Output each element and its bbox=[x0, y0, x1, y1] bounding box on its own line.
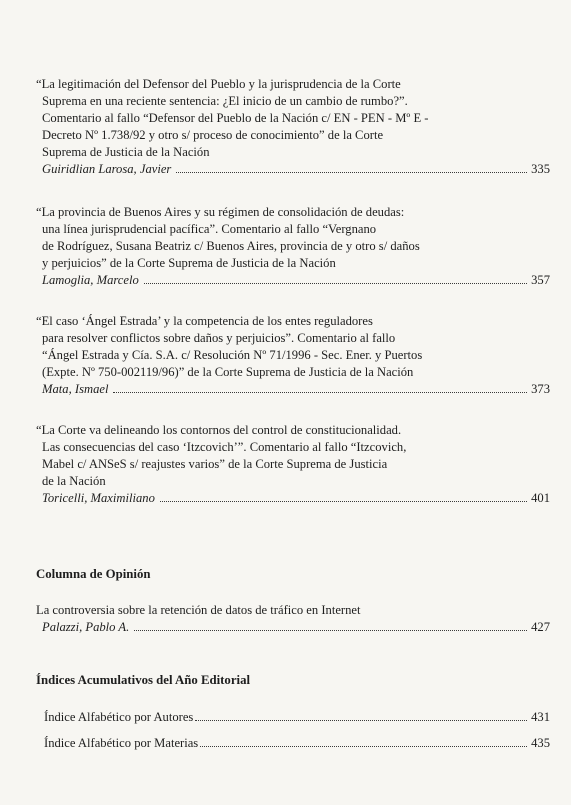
entry-title-line: Decreto Nº 1.738/92 y otro s/ proceso de conocimiento” de la Corte bbox=[42, 128, 384, 142]
dot-leader bbox=[113, 391, 527, 393]
entry-page-number: 427 bbox=[531, 620, 550, 634]
entry-author-line bbox=[36, 272, 550, 289]
entry-title-line: La controversia sobre la retención de datos de tráfico en Internet bbox=[36, 603, 361, 617]
entry-author: Toricelli, Maximiliano bbox=[42, 491, 155, 505]
entry-title-line: (Expte. Nº 750-002119/96)” de la Corte Suprema de Justicia de la Nación bbox=[42, 365, 414, 379]
index-item bbox=[36, 735, 550, 752]
entry-author: Palazzi, Pablo A. bbox=[42, 620, 130, 634]
entry-page-number: 357 bbox=[531, 273, 550, 287]
dot-leader bbox=[195, 719, 527, 721]
toc-entry bbox=[36, 204, 550, 289]
entry-title-line: “La provincia de Buenos Aires y su régimen de consolidación de deudas: bbox=[36, 205, 405, 219]
entry-page-number: 335 bbox=[531, 162, 550, 176]
dot-leader bbox=[200, 745, 527, 747]
index-item-label: Índice Alfabético por Materias bbox=[44, 736, 199, 750]
section-heading-opinion: Columna de Opinión bbox=[36, 567, 151, 581]
dot-leader bbox=[176, 171, 527, 173]
toc-entry bbox=[36, 422, 550, 507]
entry-title-line: Mabel c/ ANSeS s/ reajustes varios” de la Corte Suprema de Justicia bbox=[42, 457, 388, 471]
toc-entry bbox=[36, 313, 550, 398]
entry-author-line bbox=[36, 619, 550, 636]
entry-title-line: Comentario al fallo “Defensor del Pueblo de la Nación c/ EN - PEN - Mº E - bbox=[42, 111, 429, 125]
entry-title-line: una línea jurisprudencial pacífica”. Comentario al fallo “Vergnano bbox=[42, 222, 377, 236]
index-item-line bbox=[36, 735, 550, 752]
dot-leader bbox=[134, 629, 527, 631]
entry-title-line: “El caso ‘Ángel Estrada’ y la competencia de los entes reguladores bbox=[36, 314, 373, 328]
entry-author-line bbox=[36, 490, 550, 507]
entry-title-line: Suprema en una reciente sentencia: ¿El inicio de un cambio de rumbo?”. bbox=[42, 94, 408, 108]
entry-page-number: 401 bbox=[531, 491, 550, 505]
toc-entry-opinion bbox=[36, 602, 550, 636]
entry-title-line: “Ángel Estrada y Cía. S.A. c/ Resolución Nº 71/1996 - Sec. Ener. y Puertos bbox=[42, 348, 423, 362]
index-item-label: Índice Alfabético por Autores bbox=[44, 710, 194, 724]
entry-author: Lamoglia, Marcelo bbox=[42, 273, 139, 287]
entry-title-line: Suprema de Justicia de la Nación bbox=[42, 145, 210, 159]
section-heading-indices: Índices Acumulativos del Año Editorial bbox=[36, 673, 251, 687]
entry-title-line: “La legitimación del Defensor del Pueblo y la jurisprudencia de la Corte bbox=[36, 77, 401, 91]
entry-author-line bbox=[36, 161, 550, 178]
entry-title-line: de Rodríguez, Susana Beatriz c/ Buenos Aires, provincia de y otro s/ daños bbox=[42, 239, 420, 253]
toc-entry bbox=[36, 76, 550, 178]
index-item-page-number: 431 bbox=[531, 710, 550, 724]
index-item-page-number: 435 bbox=[531, 736, 550, 750]
entry-author-line bbox=[36, 381, 550, 398]
dot-leader bbox=[144, 282, 527, 284]
entry-title-line: para resolver conflictos sobre daños y perjuicios”. Comentario al fallo bbox=[42, 331, 396, 345]
entry-title-line: “La Corte va delineando los contornos del control de constitucionalidad. bbox=[36, 423, 402, 437]
entry-title-line: de la Nación bbox=[42, 474, 106, 488]
entry-page-number: 373 bbox=[531, 382, 550, 396]
entry-author: Mata, Ismael bbox=[42, 382, 109, 396]
index-item-line bbox=[36, 709, 550, 726]
dot-leader bbox=[160, 500, 527, 502]
entry-author: Guiridlian Larosa, Javier bbox=[42, 162, 172, 176]
entry-title-line: y perjuicios” de la Corte Suprema de Justicia de la Nación bbox=[42, 256, 336, 270]
index-item bbox=[36, 709, 550, 726]
entry-title-line: Las consecuencias del caso ‘Itzcovich’”. Comentario al fallo “Itzcovich, bbox=[42, 440, 407, 454]
